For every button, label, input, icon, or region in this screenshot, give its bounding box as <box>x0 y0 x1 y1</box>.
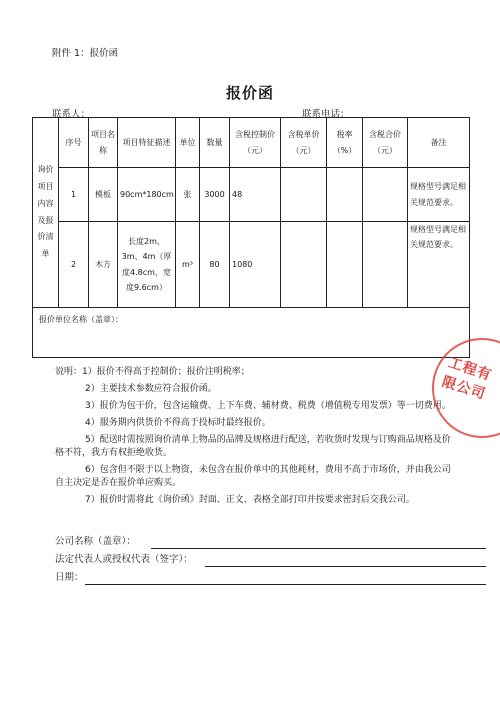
header-spec: 项目特征描述 <box>118 118 176 168</box>
header-name: 项目名称 <box>89 118 118 168</box>
row1-no: 1 <box>59 168 89 222</box>
side-label-cell: 询价项目内容及报价清单 <box>33 118 59 308</box>
phone-label: 联系电话： <box>302 109 350 120</box>
header-total: 含税合价（元） <box>363 118 408 168</box>
row2-spec: 长度2m、3m、4m（厚度4.8cm，宽度9.6cm） <box>118 222 176 308</box>
row2-remark: 规格型号满足相关规范要求。 <box>408 222 470 308</box>
row2-tax-rate[interactable] <box>327 222 363 308</box>
row1-total[interactable] <box>363 168 408 222</box>
signature-row <box>33 308 470 358</box>
row2-no: 2 <box>59 222 89 308</box>
row1-remark: 规格型号满足相关规范要求。 <box>408 168 470 222</box>
legal-rep-label: 法定代表人或授权代表（签字）： <box>55 554 193 565</box>
date-label: 日期： <box>55 572 84 583</box>
row1-control-price: 48 <box>230 168 281 222</box>
header-remark: 备注 <box>408 118 470 168</box>
note-item: 7）报价时需将此《询价函》封面、正文、表格全部打印并按要求密封后交我公司。 <box>85 495 415 506</box>
signature-block <box>55 534 193 588</box>
row1-qty: 3000 <box>200 168 230 222</box>
row2-unit-price[interactable] <box>281 222 327 308</box>
date-line[interactable] <box>85 584 486 585</box>
note-item: 2）主要技术参数应符合报价函。 <box>85 384 217 395</box>
table-header-row <box>33 118 470 168</box>
company-name-label: 公司名称（盖章）： <box>55 536 136 547</box>
note-item: 6）包含但不限于以上物资，未包含在报价单中的其他耗材，费用不高于市场价，并由我公司自主决定是否在报价单应购买。 <box>55 465 451 489</box>
page-title: 报价函 <box>225 84 274 102</box>
legal-rep-line[interactable] <box>205 566 486 567</box>
header-qty: 数量 <box>200 118 230 168</box>
company-seal-text: 工程有限公司 <box>439 354 494 403</box>
table-row <box>33 168 470 222</box>
attachment-label: 附件 1：报价函 <box>52 48 119 59</box>
header-unit-price: 含税单价（元） <box>281 118 327 168</box>
row1-unit-price[interactable] <box>281 168 327 222</box>
row1-spec: 90cm*180cm <box>118 168 176 222</box>
note-item: 4）服务期内供货价不得高于投标时最终报价。 <box>85 418 271 429</box>
signature-label[interactable]: 报价单位名称（盖章）： <box>33 308 470 358</box>
note-item: 5）配送时需按照询价清单上物品的品牌及规格进行配送，若收货时发现与订购商品规格及价格不符，我方有权拒绝收货。 <box>55 435 451 459</box>
row1-name: 模板 <box>89 168 118 222</box>
notes-section <box>55 366 451 511</box>
row1-unit: 张 <box>176 168 200 222</box>
note-item: 3）报价为包干价，包含运输费、上下车费、辅材费、税费（增值税专用发票）等一切费用。 <box>85 401 451 412</box>
header-tax-rate: 税率（%） <box>327 118 363 168</box>
header-no: 序号 <box>59 118 89 168</box>
contact-label: 联系人： <box>52 109 91 120</box>
row2-name: 木方 <box>89 222 118 308</box>
row2-total[interactable] <box>363 222 408 308</box>
quote-table <box>32 117 470 358</box>
company-name-line[interactable] <box>151 548 486 549</box>
row1-tax-rate[interactable] <box>327 168 363 222</box>
row2-control-price: 1080 <box>230 222 281 308</box>
header-control-price: 含税控制价（元） <box>230 118 281 168</box>
row2-qty: 80 <box>200 222 230 308</box>
table-row <box>33 222 470 308</box>
note-item: 说明：1）报价不得高于控制价；报价注明税率； <box>55 367 250 377</box>
row2-unit: m³ <box>176 222 200 308</box>
header-unit: 单位 <box>176 118 200 168</box>
